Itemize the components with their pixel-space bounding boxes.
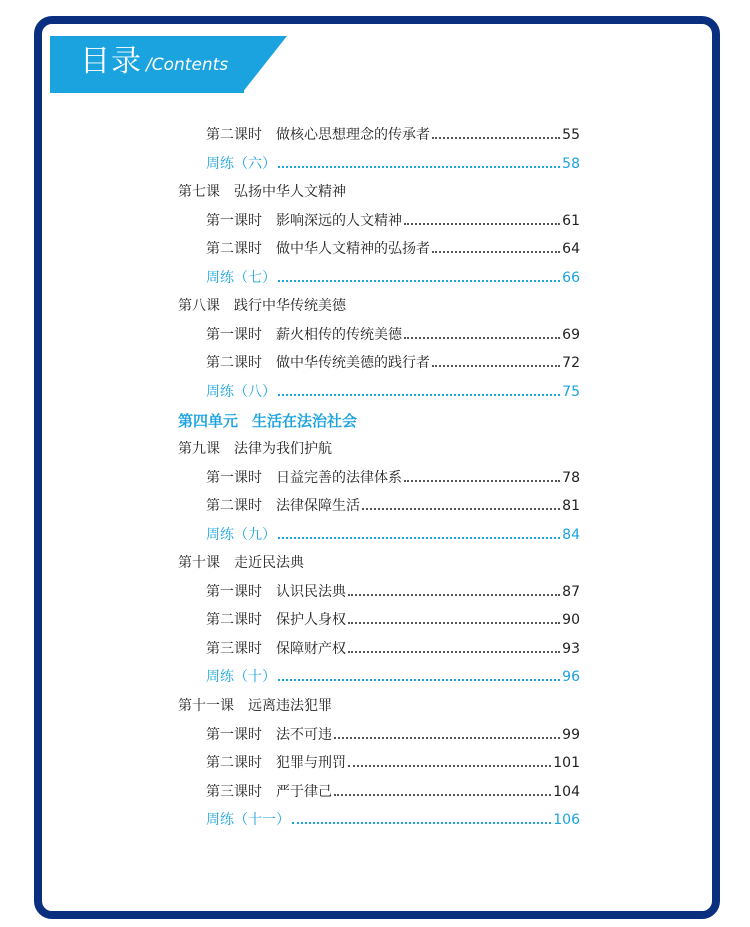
toc-entry-page: 84: [562, 526, 580, 543]
toc-entry-title: 周练（七）: [206, 269, 276, 286]
toc-entry-label: 第九课: [178, 441, 220, 458]
toc-entry-item[interactable]: [206, 238, 580, 260]
toc-entry-item[interactable]: [206, 124, 580, 146]
toc-entry-label: 第十一课: [178, 698, 234, 714]
dot-leader: [404, 480, 560, 482]
toc-entry-page: 87: [562, 583, 580, 600]
dot-leader: [334, 794, 551, 796]
toc-entry-title: 保障财产权: [276, 640, 346, 657]
toc-entry-item[interactable]: [206, 210, 580, 232]
header-title: 目录: [80, 44, 142, 79]
toc-entry-title: 生活在法治社会: [252, 411, 358, 430]
toc-entry-title: 做中华人文精神的弘扬者: [276, 241, 430, 258]
dot-leader: [348, 594, 560, 596]
toc-entry-item[interactable]: [206, 781, 580, 803]
toc-entry-page: 81: [562, 498, 580, 515]
dot-leader: [432, 365, 560, 367]
toc-entry-item[interactable]: [206, 609, 580, 631]
header-subtitle: /Contents: [146, 55, 229, 75]
dot-leader: [278, 166, 560, 168]
toc-entry-lesson[interactable]: [178, 552, 304, 574]
toc-entry-practice[interactable]: [206, 153, 580, 175]
toc-entry-item[interactable]: [206, 467, 580, 489]
toc-entry-label: 第二课时: [206, 612, 262, 629]
toc-entry-practice[interactable]: [206, 666, 580, 688]
toc-entry-item[interactable]: [206, 638, 580, 660]
toc-entry-label: 第十课: [178, 555, 220, 572]
toc-entry-title: 周练（十）: [206, 669, 276, 686]
toc-entry-label: 第一课时: [206, 583, 262, 600]
toc-entry-page: 96: [562, 669, 580, 686]
toc-entry-page: 101: [553, 755, 580, 772]
toc-entry-title: 周练（十一）: [206, 812, 290, 829]
toc-entry-label: 第二课时: [206, 755, 262, 772]
toc-entry-label: 第二课时: [206, 498, 262, 515]
toc-entry-lesson[interactable]: [178, 295, 346, 317]
toc-entry-page: 75: [562, 383, 580, 400]
toc-entry-title: 周练（六）: [206, 155, 276, 172]
toc-entry-page: 72: [562, 355, 580, 372]
dot-leader: [348, 651, 560, 653]
toc-entry-practice[interactable]: [206, 524, 580, 546]
toc-entry-title: 保护人身权: [276, 612, 346, 629]
dot-leader: [432, 251, 560, 253]
toc-entry-page: 93: [562, 640, 580, 657]
toc-entry-label: 第三课时: [206, 640, 262, 657]
toc-entry-title: 弘扬中华人文精神: [234, 184, 346, 201]
toc-entry-title: 认识民法典: [276, 583, 346, 600]
toc-entry-page: 106: [553, 812, 580, 829]
toc-entry-page: 104: [553, 783, 580, 800]
toc-entry-label: 第二课时: [206, 355, 262, 372]
toc-entry-page: 61: [562, 212, 580, 229]
dot-leader: [348, 765, 551, 767]
toc-entry-page: 55: [562, 127, 580, 143]
dot-leader: [292, 822, 551, 824]
toc-entry-label: 第一课时: [206, 212, 262, 229]
toc-entry-title: 走近民法典: [234, 555, 304, 572]
toc-entry-title: 影响深远的人文精神: [276, 212, 402, 229]
toc-entry-label: 第八课: [178, 298, 220, 315]
toc-entry-practice[interactable]: [206, 809, 580, 831]
toc-entry-practice[interactable]: [206, 267, 580, 289]
toc-entry-title: 践行中华传统美德: [234, 298, 346, 315]
toc-entry-title: 日益完善的法律体系: [276, 469, 402, 486]
toc-entry-label: 第四单元: [178, 411, 239, 430]
toc-entry-label: 第七课: [178, 184, 220, 201]
toc-entry-title: 法律保障生活: [276, 498, 360, 515]
toc-entry-page: 66: [562, 269, 580, 286]
toc-entry-item[interactable]: [206, 724, 580, 746]
dot-leader: [404, 223, 560, 225]
toc-entry-title: 做中华传统美德的践行者: [276, 355, 430, 372]
dot-leader: [404, 337, 560, 339]
toc-entry-unit[interactable]: [178, 410, 357, 432]
dot-leader: [278, 394, 560, 396]
toc-entry-lesson[interactable]: [178, 438, 332, 460]
dot-leader: [278, 537, 560, 539]
toc-entry-practice[interactable]: [206, 381, 580, 403]
toc-entry-label: 第一课时: [206, 469, 262, 486]
toc-entry-item[interactable]: [206, 752, 580, 774]
toc-entry-title: 法律为我们护航: [234, 441, 332, 458]
dot-leader: [432, 137, 560, 139]
toc-entry-item[interactable]: [206, 352, 580, 374]
toc-entry-label: 第二课时: [206, 241, 262, 258]
toc-entry-page: 58: [562, 155, 580, 172]
toc-entry-label: 第一课时: [206, 726, 262, 743]
toc-entry-lesson[interactable]: [178, 181, 346, 203]
dot-leader: [334, 737, 560, 739]
dot-leader: [348, 622, 560, 624]
toc-entry-page: 78: [562, 469, 580, 486]
toc-entry-item[interactable]: [206, 581, 580, 603]
dot-leader: [362, 508, 560, 510]
toc-entry-title: 远离违法犯罪: [248, 698, 332, 714]
toc-entry-title: 周练（八）: [206, 383, 276, 400]
toc-entry-item[interactable]: [206, 324, 580, 346]
toc-entry-title: 周练（九）: [206, 526, 276, 543]
toc-entry-item[interactable]: [206, 495, 580, 517]
toc-entry-label: 第二课时: [206, 127, 262, 143]
toc-entry-label: 第三课时: [206, 783, 262, 800]
toc-entry-page: 64: [562, 241, 580, 258]
toc-entry-page: 69: [562, 326, 580, 343]
toc-entry-title: 法不可违: [276, 726, 332, 743]
toc-entry-title: 严于律己: [276, 783, 332, 800]
toc-entry-page: 90: [562, 612, 580, 629]
toc-entry-title: 薪火相传的传统美德: [276, 326, 402, 343]
toc-entry-title: 做核心思想理念的传承者: [276, 127, 430, 143]
dot-leader: [278, 280, 560, 282]
toc-entry-label: 第一课时: [206, 326, 262, 343]
toc-entry-title: 犯罪与刑罚: [276, 755, 346, 772]
toc-entry-lesson[interactable]: [178, 695, 332, 717]
dot-leader: [278, 679, 560, 681]
toc-entry-page: 99: [562, 726, 580, 743]
